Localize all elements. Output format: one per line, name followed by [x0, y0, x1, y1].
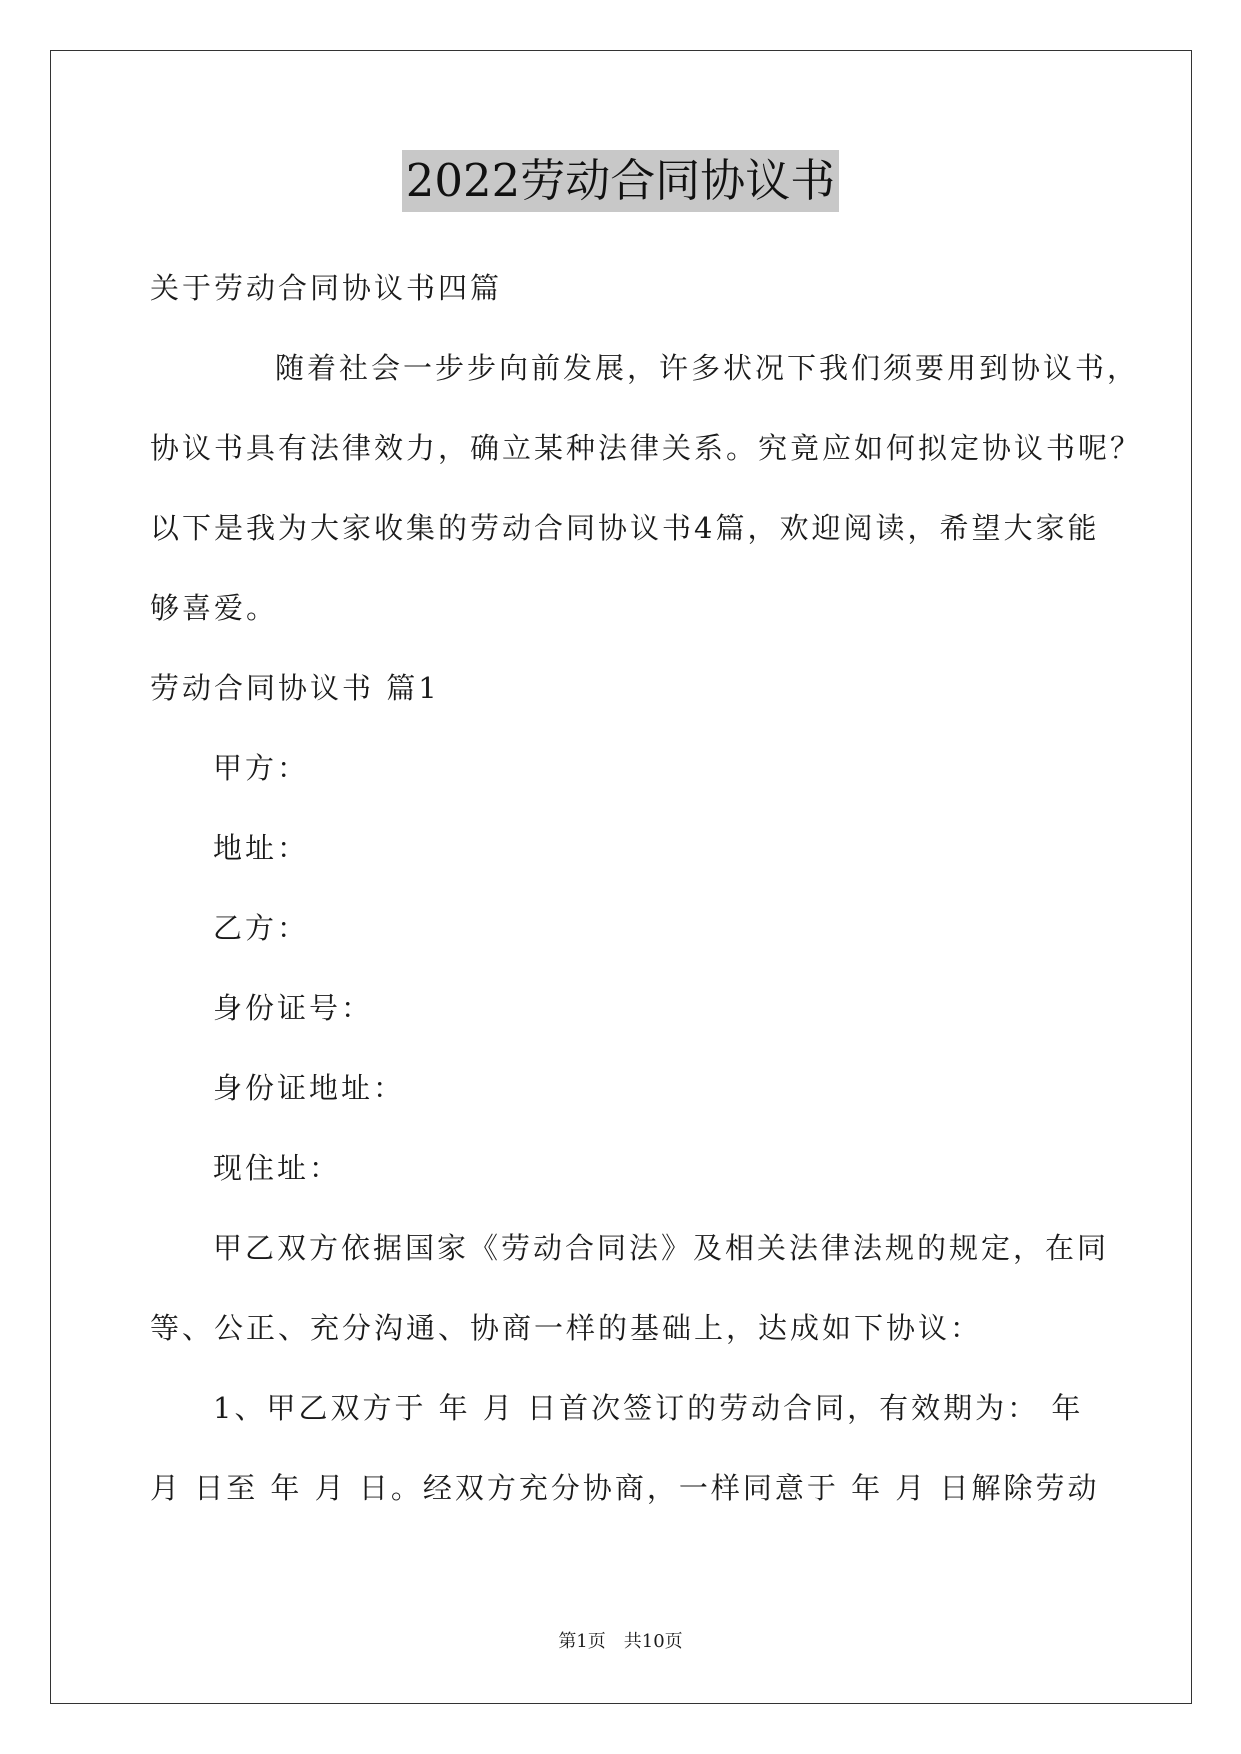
- party-b-field: 乙方：: [213, 911, 310, 945]
- paragraph-line: 以下是我为大家收集的劳动合同协议书4篇，欢迎阅读，希望大家能: [150, 511, 1100, 545]
- document-title: 2022劳动合同协议书: [402, 150, 840, 212]
- paragraph-line: 月 日至 年 月 日。经双方充分协商，一样同意于 年 月 日解除劳动: [150, 1471, 1100, 1505]
- paragraph-line: 随着社会一步步向前发展，许多状况下我们须要用到协议书，: [275, 351, 1140, 385]
- paragraph-line: 甲乙双方依据国家《劳动合同法》及相关法律法规的规定，在同: [213, 1231, 1110, 1265]
- paragraph-line: 1、甲乙双方于 年 月 日首次签订的劳动合同，有效期为： 年: [213, 1391, 1084, 1425]
- current-address-field: 现住址：: [213, 1151, 342, 1185]
- paragraph-line: 够喜爱。: [150, 591, 279, 625]
- party-a-field: 甲方：: [213, 751, 310, 785]
- title-container: [0, 150, 1241, 212]
- paragraph-line: 等、公正、充分沟通、协商一样的基础上，达成如下协议：: [150, 1311, 983, 1345]
- section-heading: 劳动合同协议书 篇1: [150, 671, 440, 705]
- id-address-field: 身份证地址：: [213, 1071, 406, 1105]
- paragraph-line: 协议书具有法律效力，确立某种法律关系。究竟应如何拟定协议书呢？: [150, 431, 1143, 465]
- page-footer: 第1页 共10页: [558, 1631, 683, 1652]
- subtitle-line: 关于劳动合同协议书四篇: [150, 271, 503, 305]
- id-number-field: 身份证号：: [213, 991, 374, 1025]
- address-field: 地址：: [213, 831, 310, 865]
